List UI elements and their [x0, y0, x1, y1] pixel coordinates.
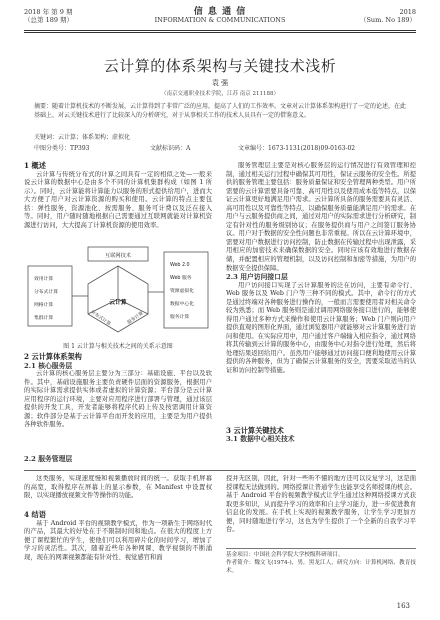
left-column: [24, 162, 212, 248]
paper-abstract: 摘要：随着计算机技术的不断发展，云计算得到了非常广泛的应用，提高了人们的工作效率。文章对云计算体系架构进行了一定的论述，在此基础上，对云关键技术进行了比较深入的分析研究，对于从事相关工作的技术人员具有一定的借鉴意义。: [34, 103, 407, 119]
user-access-paragraph: 用户访问接口实现了云计算服务的泛在访问，主要有命令行、Web 服务以及 Web 门户等三种不同的模式。其中，命令行的方式是通过终端对各种服务进行操作的，一般而言需要使用者对相关命令较为熟悉；而 Web 服务则是通过调用网络服务接口进行的，能够使得用户通过多种方式来操作和使用云计算服务；Web 门户则向用户提供直观的图形化界面，通过浏览器用户就能够对云计算服务进行访问和使用。在实际应用中，用户通过客户端输入相应指令，通过网络将其传输到云计算的服务中心，由服务中心对指令进行处理，然后将处理结果返回给用户。虽然用户能够通过访问接口便利地使用云计算提供的各种服务，但为了确保云计算服务的安全，需要采取适当的认证和访问控制等措施。: [226, 281, 416, 375]
right-column: [226, 162, 416, 444]
paper-keywords: 关键词：云计算；体系架构；虚拟化: [34, 134, 131, 141]
header-rule: [24, 30, 416, 31]
bottom-right-paragraph: 授并无区别，因此，针对一些听不懂的地方还可以反复学习，这是面授课程无法做到的。网络授课让普通学生也能享受名师授课的机会。基于 Android 平台的视频教学模式让学生通过这种网络授课方式获取更多知识，从而提升学习的效率和自主学习能力，进一步促进教育信息化的发展。在手机上实现的视频教学服务，让学生学习更加方便，同时随地进行学习，这也为学生提供了一个全新的自我学习平台。: [226, 475, 416, 534]
sum-line: （Sum. No 189）: [359, 16, 416, 24]
footnotes: [226, 551, 416, 575]
journal-name-cn: 信 息 通 信: [193, 7, 247, 17]
subsection-2-2-title: 2.2 服务管理层: [24, 455, 73, 464]
service-management-paragraph: 服务管理层主要是对核心服务层的运行情况进行有效管理和控制，通过相关运行过程中确保其可用性，保证云服务的安全性。所提供的服务管理主要包括：服务质量保证和安全管理两种类型。用户所需要的云计算需要具备可靠、高可用性以及使用成本低等特点，以保证云计算更好地满足用户需求。云计算所具备的服务需要具有灵活、高可用性以及可靠性等特点，以确保服务质量能满足用户的需求。在用户与云服务提供商之间，通过对用户的实际需求进行分析研究，制定有针对性的服务级别协议；在服务提供商与用户之间签订服务协议。用户对于数据的安全性问题也非常重视。所以在云计算环境中，需要对用户数据进行访问控制，防止数据在传输过程中出现泄露，采用相应的加密技术来确保数据的安全。同时应该有效地进行数据存储，并配置相应的管理机制，以及访问控制和加密等措施，为用户的数据安全提供保障。: [226, 162, 416, 272]
left-box-item: 网格计算: [34, 303, 54, 308]
journal-name-en: INFORMATION & COMMUNICATIONS: [154, 16, 286, 24]
section-3-title: 3 云计算关键技术: [226, 425, 284, 435]
subsection-2-1-paragraph: 云计算的核心服务层主要分为三部分：基础设施、平台以及软件。其中，基础设施服务主要负责硬件层面的资源服务，根据用户的实际计算需求提供实体或者虚拟的计算资源；平台部分是云计算应用程序的运行环境，主要对应用程序进行部署与管理，通过该层提供的开发工具，开发者能够将程序代码上传及按需调用计算资源；软件部分是基于云计算平台而开发的应用，主要是为用户提供各种软件服务。: [24, 370, 212, 429]
bottom-left-column: [24, 475, 212, 580]
footnote-rule: [226, 548, 416, 549]
year-line: 2018: [399, 8, 416, 16]
center-label: 云计算: [109, 300, 127, 306]
subsection-2-1-title: 2.1 核心服务层: [24, 361, 73, 370]
subsection-3-1-title: 3.1 数据中心相关技术: [226, 435, 295, 444]
total-issue-line: （总第 189 期）: [24, 16, 74, 24]
conclusion-paragraph: 基于 Android 平台的视频教学模式，作为一项新生于网络时代的产品，其最大的好处在于不限制时间和地点。在很大的程度上方便了课程繁忙的学生，使他们可以利用碎片化的时间学习，增加了学习的灵活性。其次，随着近些年各种网课、教学视频的不断涌现，现在的网课视频都能有针对性、视觉感官和面: [24, 519, 212, 561]
right-box-item: Web 2.0: [170, 263, 190, 268]
header-rule-thin: [24, 32, 416, 33]
document-code: 文献标识码：A: [150, 145, 191, 152]
subsection-2-3-title: 2.3 用户访问接口层: [226, 273, 288, 281]
figure-1-caption: 图 1 云计算与相关技术之间的关系示意图: [63, 343, 173, 350]
paper-title: 云计算的体系架构与关键技术浅析: [103, 57, 337, 75]
left-box-item: 效用计算: [34, 277, 54, 282]
section-2-title: 2 云计算体系架构: [24, 352, 82, 361]
issue-line: 2018 年 第 9 期: [24, 8, 73, 16]
section-4-title: 4 结语: [24, 510, 46, 519]
left-box-item: 分布式计算: [34, 290, 58, 295]
bottom-left-paragraph: 这类服务，实现速度慢和视频播放时间的统一。获取手机屏幕的高宽，取得程序在屏幕上的显示参数，在 Manifest 中设置权限，以实现播放视频文件等操作的功能。: [24, 475, 212, 500]
page-number: 163: [396, 602, 410, 610]
right-box-item: 服务计算: [170, 315, 190, 320]
fund-note: 基金项目：中国社会科学院大学校级科研项目。: [226, 552, 344, 558]
author-bio: 作者简介：魏文飞(1974-)，男，黑龙江人，研究方向：计算机网络、教育技术。: [226, 560, 416, 574]
journal-year: [360, 8, 416, 24]
figure-1-diagram: [24, 244, 212, 338]
bottom-right-column: [226, 475, 416, 543]
left-column-continued: [24, 353, 212, 464]
right-box-item: 资源虚拟化: [170, 289, 194, 294]
top-label: 互联网技术: [105, 253, 131, 259]
left-hex-label: 分布式计算: [89, 309, 112, 328]
left-box-item: 集群计算: [34, 316, 54, 321]
section-1-paragraph: 云计算与传统分布式的计算之间具有一定的相似之处—一般来说云计算的数据中心是由多个不同的计算机集群构成（如图 1 所示）。同时，云计算能将计算能力以服务的形式提供给用户，进而大大方便了用户对云计算资源的购买和使用。云计算的特点主要包括：弹性服务、资源池化、按需服务、服务可计费以及泛在接入等。同时，用户随时随地根据自己需要通过互联网就能对计算机资源进行访问，大大提高了计算机资源的使用效率。: [24, 170, 212, 229]
article-number: 文章编号：1673-1131(2018)09-0163-02: [238, 145, 356, 152]
section-1-title: 1 概述: [24, 161, 46, 170]
clc-number: 中图分类号：TP393: [34, 145, 90, 152]
paper-author: 袁 强: [211, 79, 229, 87]
right-box-item: Web 服务: [170, 276, 192, 281]
paper-affiliation: （南京交通职业技术学院，江苏 南京 211188）: [161, 91, 279, 97]
right-hex-label: 服务计算: [126, 311, 145, 326]
right-box-item: 数据中心化: [170, 302, 194, 307]
article-separator: [24, 470, 416, 471]
